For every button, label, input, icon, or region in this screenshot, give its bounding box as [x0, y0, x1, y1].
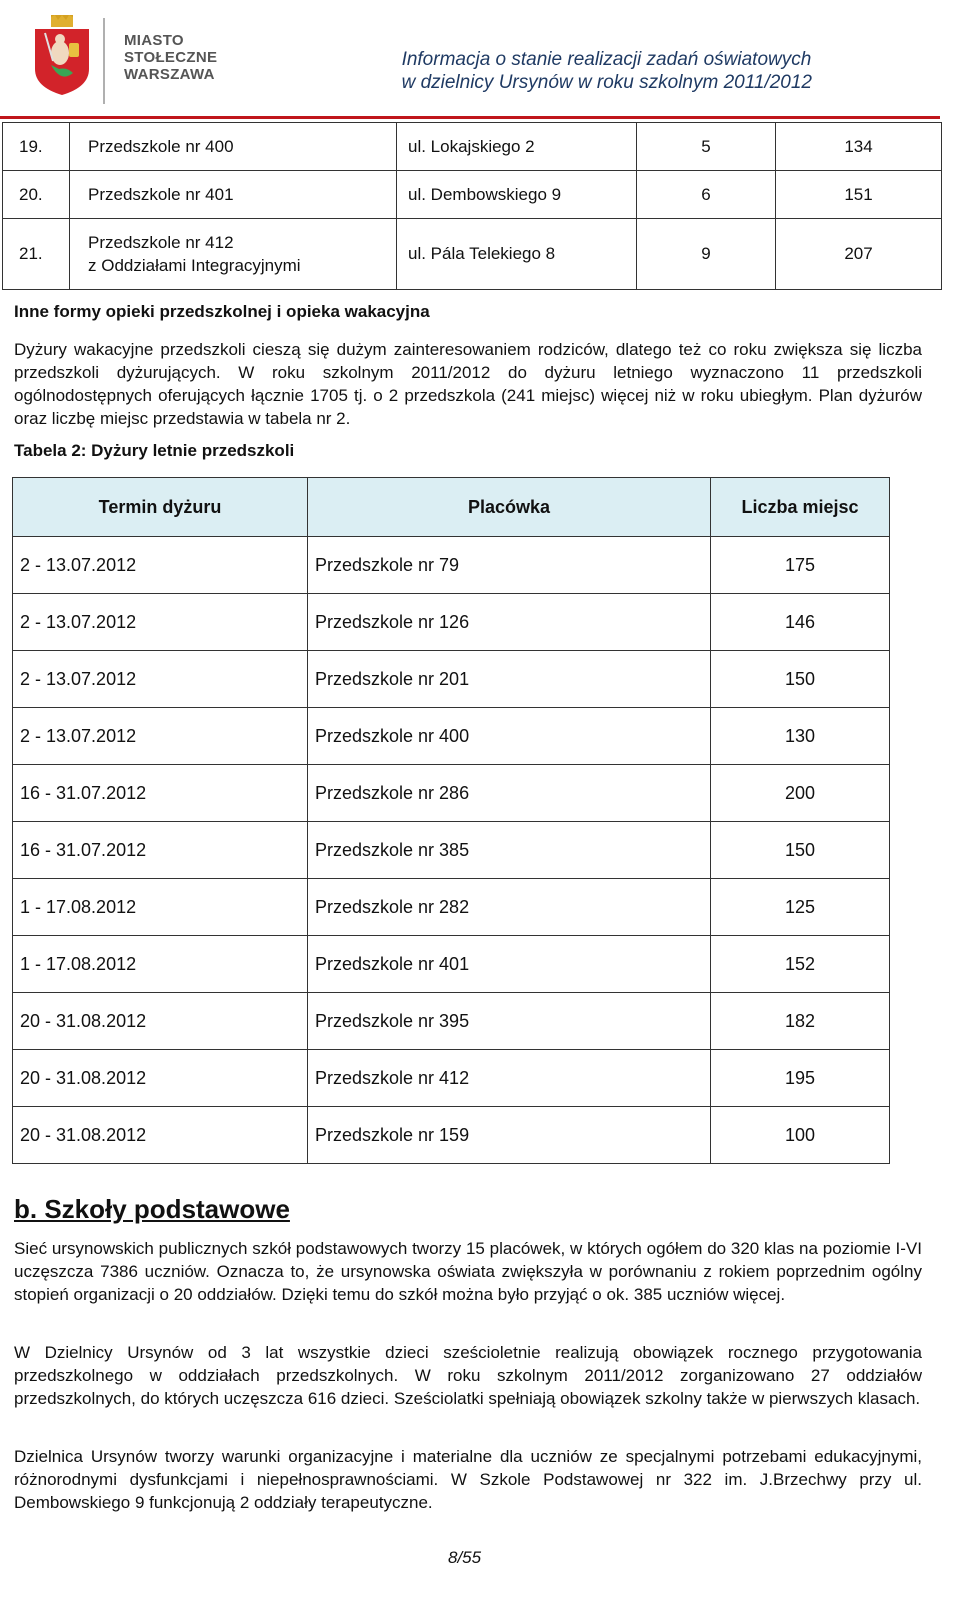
kindergarten-name: Przedszkole nr 412 [88, 233, 234, 252]
seats-cell: 150 [711, 822, 890, 879]
seats-cell: 195 [711, 1050, 890, 1107]
term-cell: 1 - 17.08.2012 [13, 879, 308, 936]
seats-cell: 152 [711, 936, 890, 993]
paragraph: Dyżury wakacyjne przedszkoli cieszą się dużym zainteresowaniem rodziców, dlatego też co roku zwiększa się liczba przedszkoli dyżurujących. W roku szkolnym 2011/2012 do dyżuru letniego wyznaczono 11 przedszkoli ogólnodostępnych oferujących łącznie 1705 tj. o 2 przedszkola (241 miejsc) więcej niż w roku ubiegłym. Plan dyżurów oraz liczbę miejsc przedstawia w tabela nr 2. [14, 340, 922, 428]
place-cell: Przedszkole nr 286 [308, 765, 711, 822]
table-row [13, 822, 890, 879]
term-cell: 16 - 31.07.2012 [13, 822, 308, 879]
kindergarten-table [2, 122, 942, 290]
page-number: 8/55 [448, 1548, 482, 1567]
table-row [13, 1050, 890, 1107]
units-count: 6 [637, 171, 776, 219]
logo-line: STOŁECZNE [124, 49, 218, 66]
term-cell: 2 - 13.07.2012 [13, 651, 308, 708]
paragraph: Dzielnica Ursynów tworzy warunki organizacyjne i materialne dla uczniów ze specjalnymi potrzebami edukacyjnymi, różnorodnymi dysfunkcjami i niepełnosprawnościami. W Szkole Podstawowej nr 322 im. J.Brzechwy przy ul. Dembowskiego 9 funkcjonują 2 oddziały terapeutyczne. [14, 1447, 922, 1512]
term-cell: 2 - 13.07.2012 [13, 594, 308, 651]
kindergarten-address: ul. Dembowskiego 9 [397, 171, 637, 219]
logo-wordmark [124, 32, 217, 83]
children-count: 207 [776, 219, 942, 290]
children-count: 151 [776, 171, 942, 219]
seats-cell: 182 [711, 993, 890, 1050]
row-number: 20. [3, 171, 70, 219]
place-cell: Przedszkole nr 400 [308, 708, 711, 765]
kindergarten-name-suffix: z Oddziałami Integracyjnymi [88, 256, 301, 275]
column-header-term: Termin dyżuru [13, 478, 308, 537]
section-subheading: Inne formy opieki przedszkolnej i opieka wakacyjna [14, 302, 430, 321]
column-header-place: Placówka [308, 478, 711, 537]
table-row [13, 879, 890, 936]
table-row [3, 171, 942, 219]
seats-cell: 150 [711, 651, 890, 708]
logo-line: MIASTO [124, 32, 184, 49]
table-row [13, 708, 890, 765]
place-cell: Przedszkole nr 126 [308, 594, 711, 651]
table-header-row [13, 478, 890, 537]
table-row [13, 1107, 890, 1164]
logo-line: WARSZAWA [124, 66, 215, 83]
seats-cell: 100 [711, 1107, 890, 1164]
document-title [402, 48, 812, 94]
table-row [3, 123, 942, 171]
table-row [13, 993, 890, 1050]
units-count: 5 [637, 123, 776, 171]
units-count: 9 [637, 219, 776, 290]
place-cell: Przedszkole nr 79 [308, 537, 711, 594]
kindergarten-name-cell [70, 219, 397, 290]
seats-cell: 125 [711, 879, 890, 936]
kindergarten-name: Przedszkole nr 400 [70, 123, 397, 171]
column-header-seats: Liczba miejsc [711, 478, 890, 537]
section-heading: b. Szkoły podstawowe [14, 1194, 290, 1224]
table-row [13, 594, 890, 651]
seats-cell: 130 [711, 708, 890, 765]
kindergarten-address: ul. Pála Telekiego 8 [397, 219, 637, 290]
term-cell: 1 - 17.08.2012 [13, 936, 308, 993]
place-cell: Przedszkole nr 201 [308, 651, 711, 708]
table-row [13, 936, 890, 993]
term-cell: 2 - 13.07.2012 [13, 708, 308, 765]
term-cell: 20 - 31.08.2012 [13, 993, 308, 1050]
term-cell: 2 - 13.07.2012 [13, 537, 308, 594]
place-cell: Przedszkole nr 401 [308, 936, 711, 993]
row-number: 21. [3, 219, 70, 290]
term-cell: 20 - 31.08.2012 [13, 1107, 308, 1164]
paragraph: Sieć ursynowskich publicznych szkół podstawowych tworzy 15 placówek, w których ogółem do 320 klas na poziomie I-VI uczęszcza 7386 uczniów. Oznacza to, że ursynowska oświata zwiększyła w porównaniu z rokiem poprzednim ogólny stopień organizacji o 20 oddziałów. Dzięki temu do szkół można było przyjąć o ok. 385 uczniów więcej. [14, 1239, 922, 1304]
seats-cell: 175 [711, 537, 890, 594]
seats-cell: 200 [711, 765, 890, 822]
seats-cell: 146 [711, 594, 890, 651]
place-cell: Przedszkole nr 412 [308, 1050, 711, 1107]
children-count: 134 [776, 123, 942, 171]
table-row [3, 219, 942, 290]
document-title-line-1: Informacja o stanie realizacji zadań oświatowych [401, 49, 812, 70]
logo-divider [103, 18, 105, 104]
kindergarten-address: ul. Lokajskiego 2 [397, 123, 637, 171]
table-caption: Tabela 2: Dyżury letnie przedszkoli [14, 441, 295, 460]
row-number: 19. [3, 123, 70, 171]
summer-duty-table [12, 477, 890, 1164]
document-title-line-2: w dzielnicy Ursynów w roku szkolnym 2011/2012 [401, 72, 812, 93]
table-row [13, 537, 890, 594]
paragraph: W Dzielnicy Ursynów od 3 lat wszystkie dzieci sześcioletnie realizują obowiązek rocznego przygotowania przedszkolnego w oddziałach przedszkolnych. W roku szkolnym 2011/2012 zorganizowano 27 oddziałów przedszkolnych, do których uczęszcza 616 dzieci. Sześciolatki spełniają obowiązek szkolny także w pierwszych klasach. [14, 1343, 922, 1408]
term-cell: 16 - 31.07.2012 [13, 765, 308, 822]
place-cell: Przedszkole nr 282 [308, 879, 711, 936]
page-header [0, 0, 960, 120]
place-cell: Przedszkole nr 395 [308, 993, 711, 1050]
table-row [13, 765, 890, 822]
warsaw-coat-of-arms-icon [33, 15, 91, 97]
table-row [13, 651, 890, 708]
header-divider [0, 116, 940, 119]
term-cell: 20 - 31.08.2012 [13, 1050, 308, 1107]
place-cell: Przedszkole nr 385 [308, 822, 711, 879]
kindergarten-name: Przedszkole nr 401 [70, 171, 397, 219]
place-cell: Przedszkole nr 159 [308, 1107, 711, 1164]
